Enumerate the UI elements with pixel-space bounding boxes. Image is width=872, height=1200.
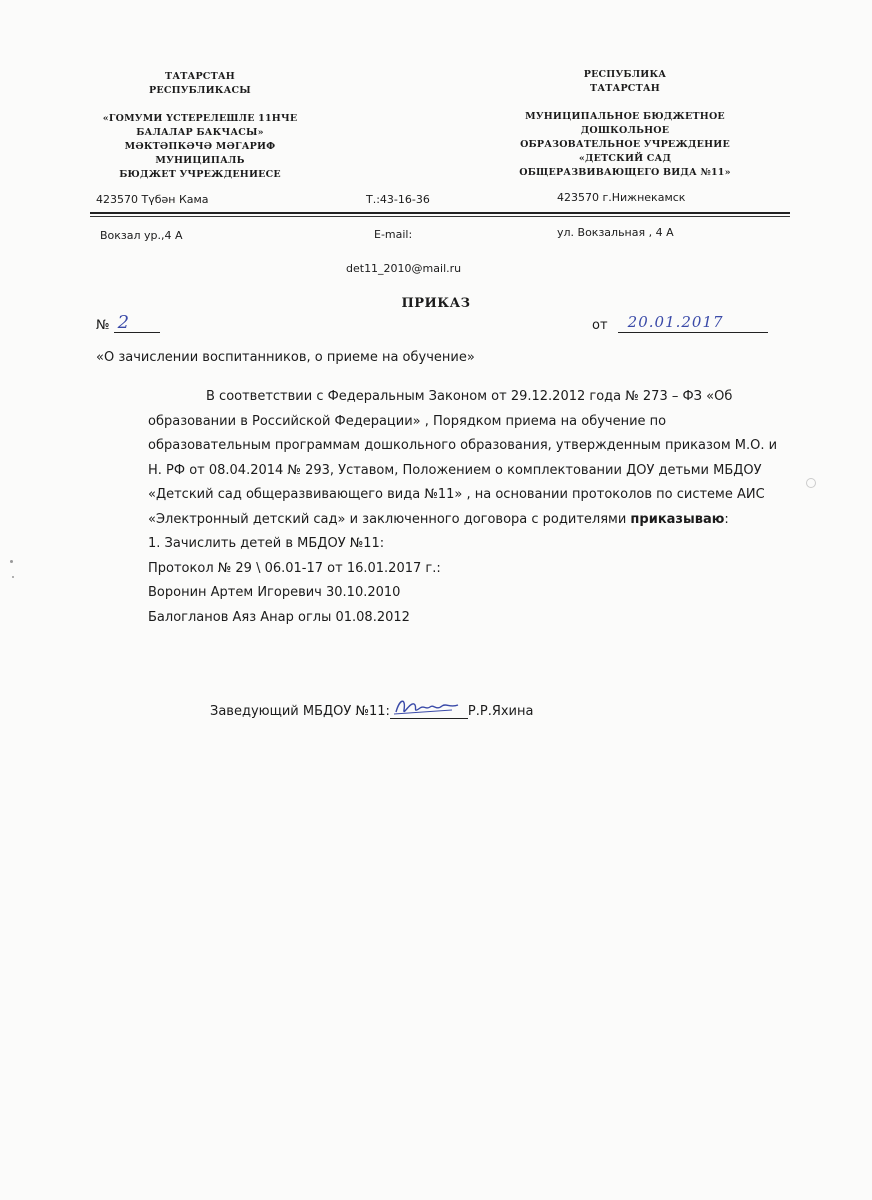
header-left-line: «ГОМУМИ ҮСТЕРЕЛЕШЛЕ 11НЧЕ: [102, 113, 298, 124]
document-title: ПРИКАЗ: [401, 296, 471, 311]
enroll-item: 1. Зачислить детей в МБДОУ №11:: [148, 536, 385, 551]
email-address: det11_2010@mail.ru: [346, 262, 462, 275]
header-left-line: МУНИЦИПАЛЬ: [155, 155, 245, 166]
phone-number: Т.:43-16-36: [366, 193, 430, 206]
scan-speck: [10, 560, 13, 563]
header-right-line: ДОШКОЛЬНОЕ: [580, 125, 670, 136]
main-paragraph: [148, 385, 788, 532]
header-right-line: «ДЕТСКИЙ САД: [578, 153, 672, 164]
header-right-line: ОБРАЗОВАТЕЛЬНОЕ УЧРЕЖДЕНИЕ: [520, 139, 730, 150]
signatory-position: Заведующий МБДОУ №11:: [210, 704, 390, 719]
order-date: [592, 313, 768, 333]
number-label: №: [96, 318, 110, 333]
header-left-line: РЕСПУБЛИКАСЫ: [149, 85, 251, 96]
order-number: [96, 312, 160, 333]
order-verb: приказываю: [630, 511, 725, 527]
number-value: 2: [117, 312, 130, 333]
header-right-russian: [510, 68, 740, 180]
paragraph-text: В соответствии с Федеральным Законом от 29.12.2012 года № 273 – ФЗ «Об образовании в Российской Федерации» , Порядком приема на обучение по образовательным программам дошкольного образования, утвержденным приказом М.О. и Н. РФ от 08.04.2014 № 293, Уставом, Положением о комплектовании ДОУ детьми МБДОУ «Детский сад общеразвивающего вида №11» , на основании протоколов по системе АИС «Электронный детский сад» и заключенного договора с родителями: [148, 389, 778, 527]
header-right-line: МУНИЦИПАЛЬНОЕ БЮДЖЕТНОЕ: [525, 111, 725, 122]
date-label: от: [592, 318, 608, 333]
signature-block: [210, 704, 533, 719]
header-right-line: РЕСПУБЛИКА: [583, 69, 667, 80]
child-entry: Воронин Артем Игоревич 30.10.2010: [148, 585, 401, 600]
header-divider-thick: [90, 212, 790, 214]
header-left-line: БЮДЖЕТ УЧРЕЖДЕНИЕСЕ: [119, 169, 281, 180]
date-value: 20.01.2017: [627, 313, 724, 331]
address-right-city: 423570 г.Нижнекамск: [557, 191, 686, 204]
scan-speck: [806, 478, 816, 488]
paragraph-colon: :: [724, 511, 729, 527]
order-subject: «О зачислении воспитанников, о приеме на обучение»: [96, 350, 475, 365]
header-left-tatar: [90, 70, 310, 182]
header-right-line: ТАТАРСТАН: [590, 83, 660, 94]
header-left-line: МӘКТӘПКӘЧӘ МӘГАРИФ: [124, 141, 276, 152]
header-left-line: БАЛАЛАР БАКЧАСЫ»: [136, 127, 264, 138]
signatory-name: Р.Р.Яхина: [467, 704, 534, 719]
order-body: [148, 385, 788, 630]
header-left-line: ТАТАРСТАН: [165, 71, 235, 82]
header-divider-thin: [90, 216, 790, 217]
signature-line: [390, 704, 468, 719]
address-left-street: Вокзал ур.,4 А: [100, 229, 183, 242]
protocol-line: Протокол № 29 \ 06.01-17 от 16.01.2017 г.:: [148, 560, 441, 576]
child-entry: Балогланов Аяз Анар оглы 01.08.2012: [148, 609, 410, 625]
address-left-city: 423570 Түбән Кама: [96, 193, 209, 206]
scan-speck: [12, 576, 14, 578]
handwritten-signature: [392, 696, 464, 718]
email-label: E-mail:: [374, 228, 413, 241]
header-right-line: ОБЩЕРАЗВИВАЮЩЕГО ВИДА №11»: [519, 167, 731, 178]
address-right-street: ул. Вокзальная , 4 А: [557, 226, 674, 239]
